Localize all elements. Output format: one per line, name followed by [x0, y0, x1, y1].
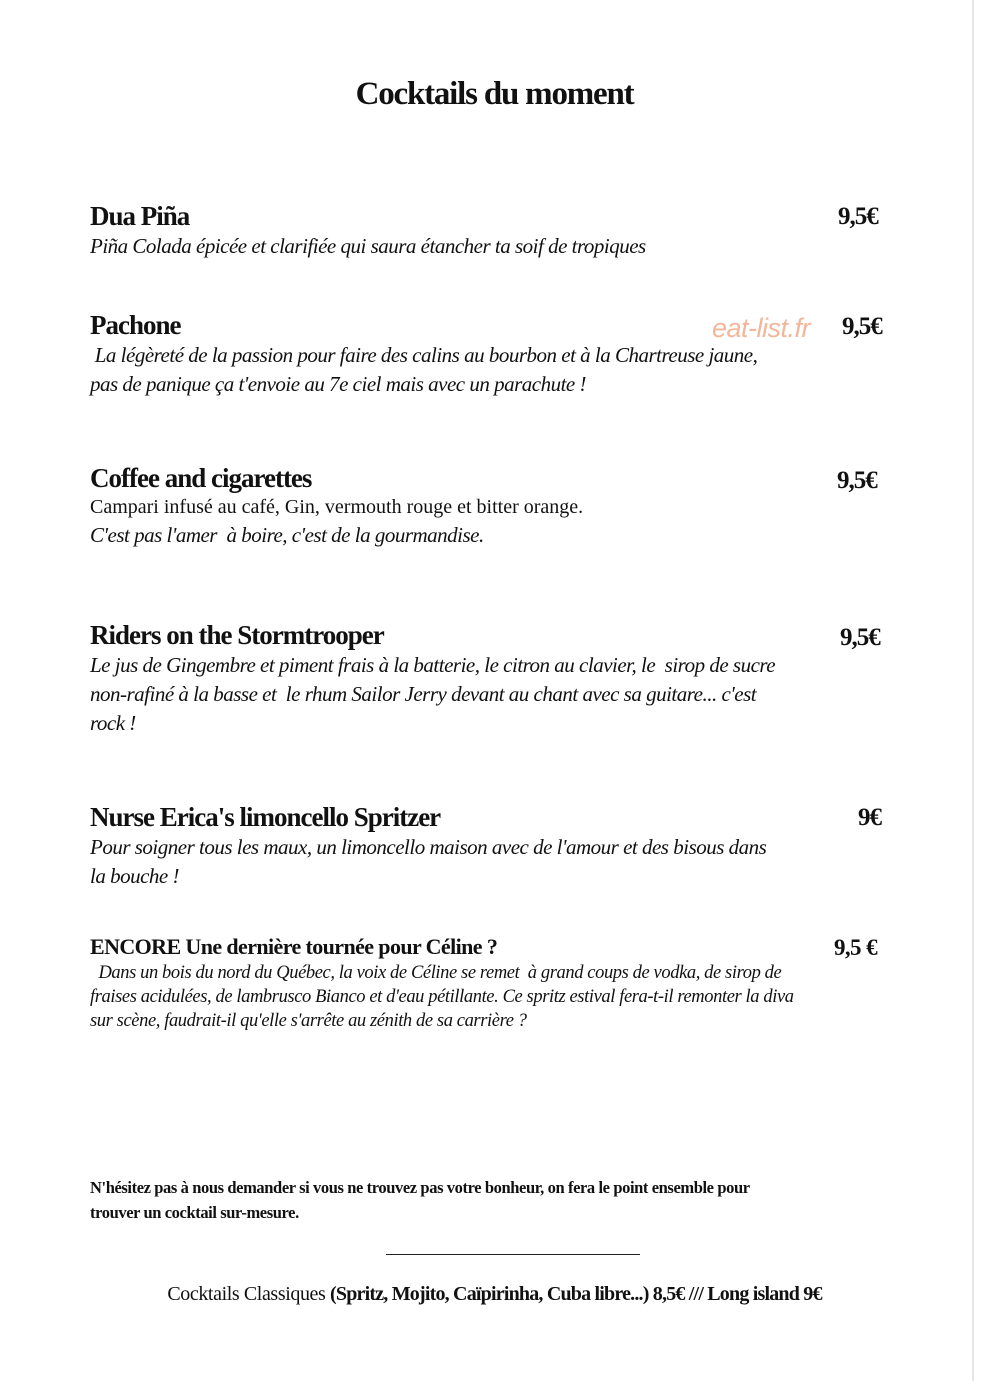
watermark-text: eat-list.fr: [712, 313, 811, 343]
item-description: Pour soigner tous les maux, un limoncello maison avec de l'amour et des bisous dans: [90, 835, 767, 859]
item-description: rock !: [90, 711, 136, 735]
item-price: 9,5€: [838, 203, 878, 230]
item-name: ENCORE Une dernière tournée pour Céline ?: [90, 934, 498, 959]
page-edge: [972, 0, 974, 1381]
classic-cocktails-footer: [0, 1283, 989, 1306]
note-line: trouver un cocktail sur-mesure.: [90, 1203, 299, 1222]
divider-line: [386, 1254, 640, 1255]
item-name: Dua Piña: [90, 201, 190, 231]
item-name: Nurse Erica's limoncello Spritzer: [90, 802, 441, 832]
item-description: Piña Colada épicée et clarifiée qui saura étancher ta soif de tropiques: [90, 234, 646, 258]
item-description: non-rafiné à la basse et le rhum Sailor Jerry devant au chant avec sa guitare... c'est: [90, 682, 757, 706]
item-name: Pachone: [90, 310, 181, 340]
menu-title: Cocktails du moment: [355, 76, 634, 112]
item-description: La légèreté de la passion pour faire des calins au bourbon et à la Chartreuse jaune,: [90, 343, 758, 367]
item-description: Le jus de Gingembre et piment frais à la batterie, le citron au clavier, le sirop de sucre: [90, 653, 776, 677]
item-price: 9,5€: [840, 624, 880, 651]
item-description: fraises acidulées, de lambrusco Bianco et d'eau pétillante. Ce spritz estival fera-t-il remonter la diva: [90, 987, 794, 1007]
menu-item-coffee-and-cigarettes: [90, 462, 895, 550]
item-price: 9€: [858, 804, 881, 831]
item-description: sur scène, faudrait-il qu'elle s'arrête au zénith de sa carrière ?: [90, 1011, 527, 1031]
footer-label: Cocktails Classiques: [167, 1283, 331, 1305]
custom-cocktail-note: [90, 1175, 890, 1225]
item-price: 9,5€: [842, 313, 882, 340]
item-ingredients: Campari infusé au café, Gin, vermouth rouge et bitter orange.: [90, 496, 584, 518]
item-description: pas de panique ça t'envoie au 7e ciel mais avec un parachute !: [90, 372, 586, 396]
item-description: Dans un bois du nord du Québec, la voix de Céline se remet à grand coups de vodka, de sirop de: [90, 963, 782, 983]
item-price: 9,5 €: [834, 935, 878, 960]
menu-item-encore-une-derniere-tournee: [90, 933, 895, 1033]
item-name: Coffee and cigarettes: [90, 463, 312, 493]
note-line: N'hésitez pas à nous demander si vous ne trouvez pas votre bonheur, on fera le point ensemble pour: [90, 1178, 750, 1197]
item-name: Riders on the Stormtrooper: [90, 620, 384, 650]
menu-item-dua-pina: [90, 200, 895, 261]
footer-detail: (Spritz, Mojito, Caïpirinha, Cuba libre...) 8,5€ /// Long island 9€: [330, 1283, 822, 1305]
menu-item-riders-on-the-stormtrooper: [90, 619, 895, 738]
menu-item-nurse-ericas-limoncello-spritzer: [90, 801, 895, 891]
item-description: la bouche !: [90, 864, 179, 888]
item-description: C'est pas l'amer à boire, c'est de la gourmandise.: [90, 523, 484, 547]
item-price: 9,5€: [837, 467, 877, 494]
